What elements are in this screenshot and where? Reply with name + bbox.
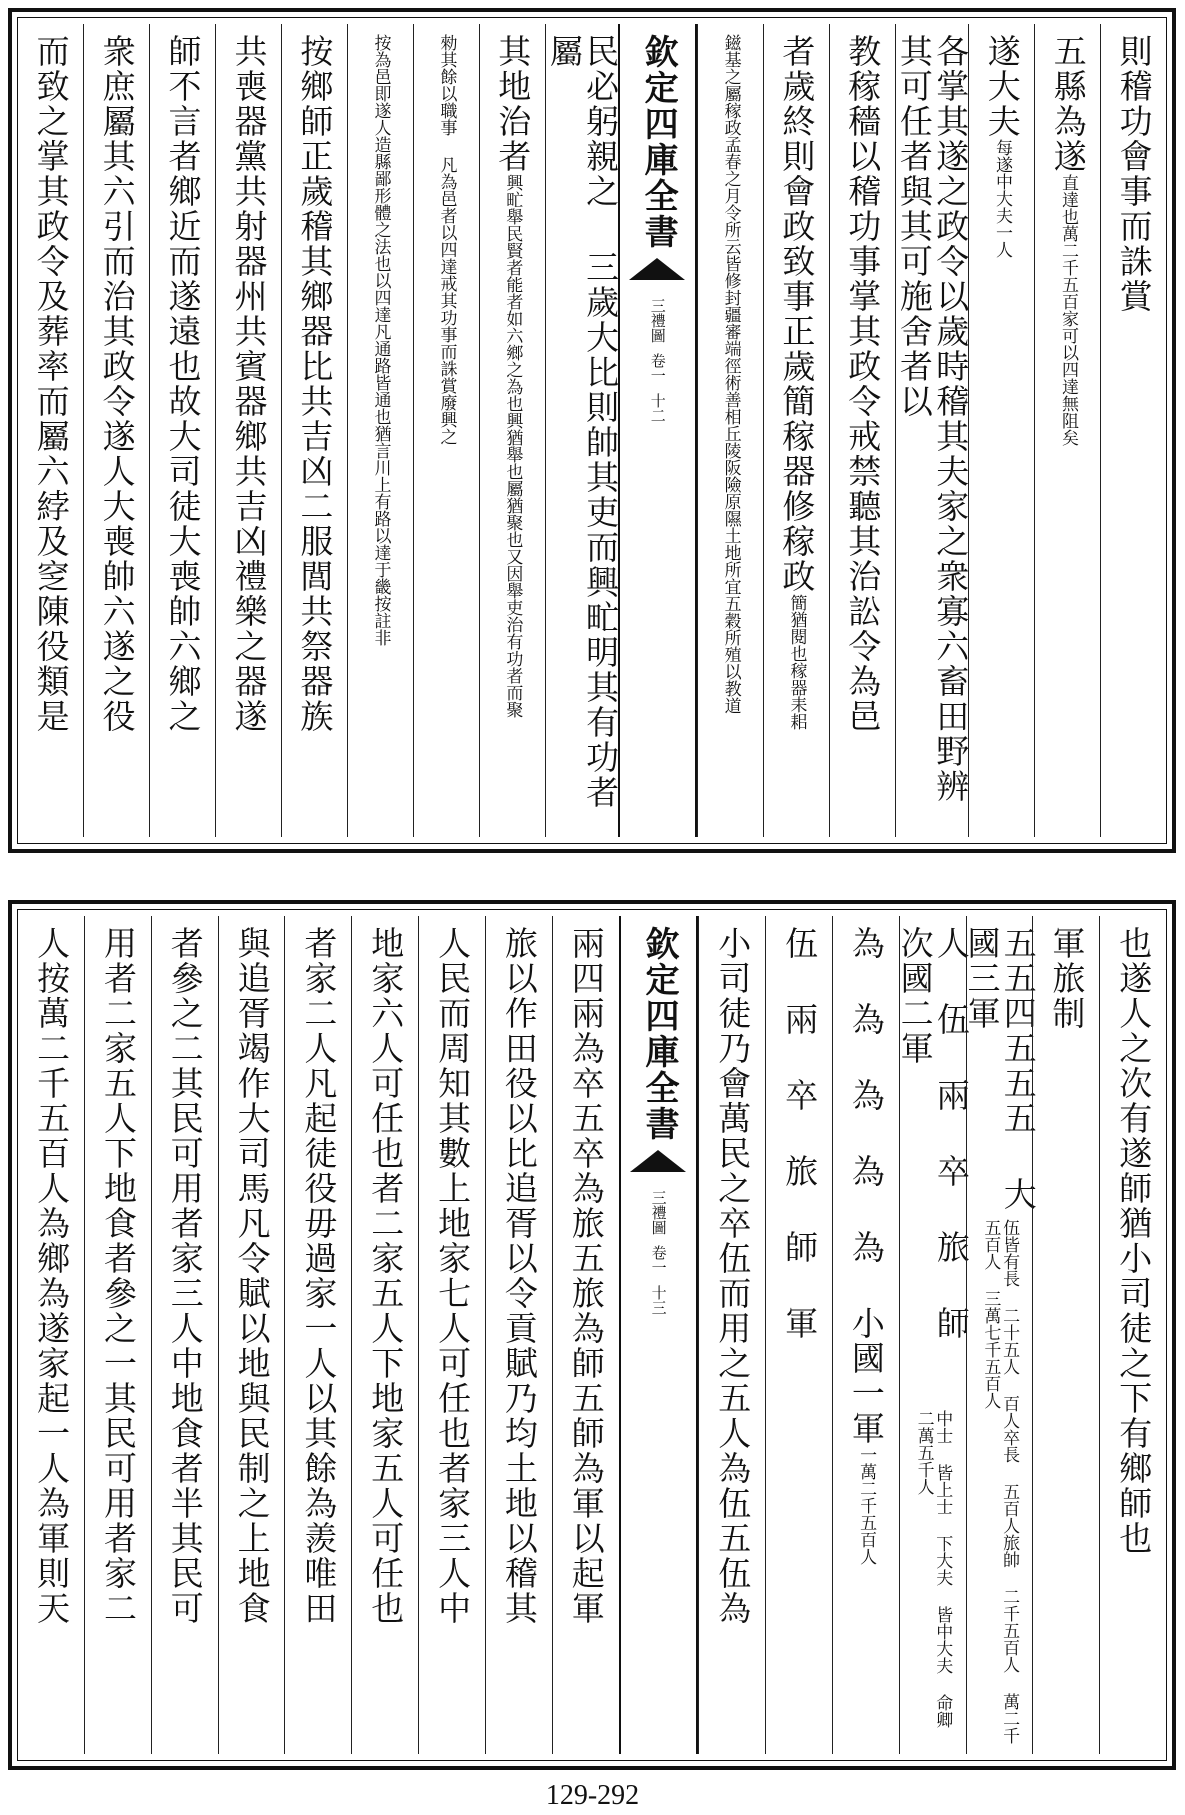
text-column: 師不言者鄉近而遂遠也故大司徒大喪帥六鄉之 bbox=[149, 24, 215, 837]
text-column: 兩四兩為卒五卒為旅五旅為師五師為軍以起軍 bbox=[552, 916, 619, 1754]
text-column: 五縣為遂 直達也萬二千五百家可以四達無阻矣 bbox=[1034, 24, 1100, 837]
fish-tail-mark bbox=[629, 258, 685, 280]
leaf-number: 十三 bbox=[649, 1285, 668, 1315]
volume-label: 卷一 bbox=[648, 353, 667, 383]
table-column: 人 伍 兩 卒 旅 師 次國二軍 中士 皆上士 下大夫 皆中大夫 命卿 二萬五千人 bbox=[899, 916, 966, 1754]
table-column: 為 為 為 為 為 小國一軍 一萬二千五百人 bbox=[832, 916, 899, 1754]
bottom-page-frame bbox=[8, 900, 1176, 1770]
center-title-column bbox=[619, 916, 699, 1754]
chapter-label: 三禮圖 bbox=[649, 1190, 668, 1235]
bottom-columns bbox=[18, 916, 1166, 1754]
text-column: 與追胥竭作大司馬凡令賦以地與民制之上地食 bbox=[218, 916, 285, 1754]
text-column: 者參之二其民可用者家三人中地食者半其民可 bbox=[151, 916, 218, 1754]
text-column: 則稽功會事而誅賞 bbox=[1100, 24, 1166, 837]
text-column: 用者二家五人下地食者參之一其民可用者家二 bbox=[84, 916, 151, 1754]
center-title-column bbox=[618, 24, 697, 837]
table-column: 伍 兩 卒 旅 師 軍 bbox=[765, 916, 832, 1754]
volume-label: 卷一 bbox=[649, 1245, 668, 1275]
text-column: 者家二人凡起徒役毋過家一人以其餘為羨唯田 bbox=[284, 916, 351, 1754]
text-column: 其地治者 興甿舉民賢者能者如六鄉之為也興猶舉也屬猶聚也又因舉吏治有功者而聚 bbox=[479, 24, 545, 837]
book-title: 欽定四庫全書 bbox=[639, 926, 680, 1142]
text-column: 而致之掌其政令及葬率而屬六綍及窆陳役類是 bbox=[31, 34, 71, 734]
text-column: 各掌其遂之政令以歲時稽其夫家之衆寡六畜田野辨其可任者與其可施舍者以 bbox=[895, 24, 969, 837]
leaf-number: 十二 bbox=[648, 393, 667, 423]
text-column: 教稼穡以稽功事掌其政令戒禁聽其治訟令為邑 bbox=[829, 24, 895, 837]
text-column: 遂大夫 每遂中大夫一人 bbox=[968, 24, 1034, 837]
text-column: 也遂人之次有遂師猶小司徒之下有鄉師也 bbox=[1099, 916, 1166, 1754]
text-column: 地家六人可任也者二家五人下地家五人可任也 bbox=[351, 916, 418, 1754]
text-column: 旅以作田役以比追胥以令貢賦乃均土地以稽其 bbox=[485, 916, 552, 1754]
text-column: 人民而周知其數上地家七人可任也者家三人中 bbox=[418, 916, 485, 1754]
text-column: 民必躬親之 三歲大比則帥其吏而興甿明其有功者屬 bbox=[545, 24, 619, 837]
note-column: 按為邑即遂人造縣鄙形體之法也以四達凡通路皆通也猶言川上有路以達于畿按註非 bbox=[347, 24, 413, 837]
text-column: 人按萬二千五百人為鄉為遂家起一人為軍則天 bbox=[32, 926, 72, 1626]
section-heading-column: 軍旅制 bbox=[1032, 916, 1099, 1754]
top-columns bbox=[18, 24, 1166, 837]
table-column: 五五四五五五 大國三軍 伍皆有長 二十五人 百人卒長 五百人旅帥 二千五百人 萬二千五百人 三萬七千五百人 bbox=[966, 916, 1033, 1754]
chapter-label: 三禮圖 bbox=[648, 298, 667, 343]
text-column: 者歲終則會政致事正歲簡稼器修稼政 簡猶閱也稼器耒耜 bbox=[763, 24, 829, 837]
text-column: 衆庶屬其六引而治其政令遂人大喪帥六遂之役 bbox=[83, 24, 149, 837]
note-column: 勑其餘以職事 凡為邑者以四達戒其功事而誅賞廢興之 bbox=[413, 24, 479, 837]
page-number: 129-292 bbox=[545, 1780, 640, 1811]
book-title: 欽定四庫全書 bbox=[638, 34, 679, 250]
text-column: 按鄉師正歲稽其鄉器比共吉凶二服閭共祭器族 bbox=[281, 24, 347, 837]
note-column: 鎡基之屬稼政孟春之月令所云皆修封疆審端徑術善相丘陵阪險原隰土地所宜五穀所殖以教道 bbox=[697, 24, 763, 837]
text-column: 小司徒乃會萬民之卒伍而用之五人為伍五伍為 bbox=[698, 916, 765, 1754]
text-column: 共喪器黨共射器州共賓器鄉共吉凶禮樂之器遂 bbox=[215, 24, 281, 837]
top-page-frame bbox=[8, 8, 1176, 853]
fish-tail-mark bbox=[630, 1150, 686, 1172]
